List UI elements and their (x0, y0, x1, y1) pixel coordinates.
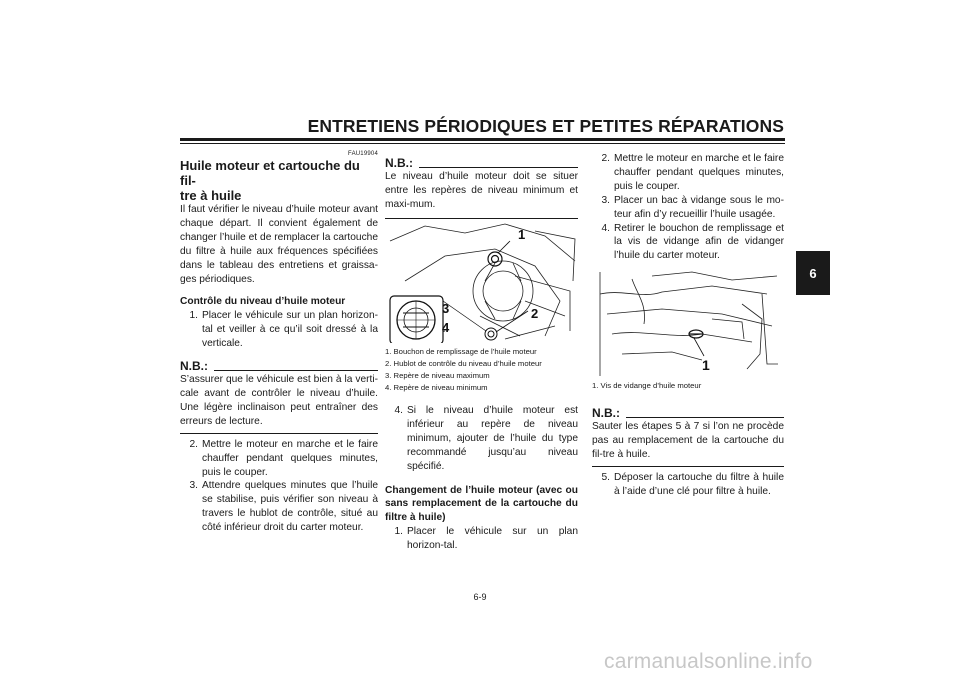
inset-sight-glass (390, 296, 486, 343)
chapter-tab[interactable]: 6 (796, 251, 830, 295)
note-text: S’assurer que le véhicule est bien à la verti-cale avant de contrôler le niveau d’huile. Une légère inclinaison peut entraîner des erreurs de lecture. (180, 374, 378, 427)
note-text: Sauter les étapes 5 à 7 si l’on ne procède pas au remplacement de la cartouche du fil-tre à huile. (592, 421, 784, 460)
note-header (180, 359, 378, 373)
callout-2: 2 (531, 306, 539, 321)
step-text: Placer le véhicule sur un plan horizon-tal. (407, 526, 578, 552)
callout-3: 3 (442, 301, 450, 316)
caption-item: 4. Repère de niveau minimum (385, 383, 488, 392)
intro-paragraph: Il faut vérifier le niveau d’huile moteur avant chaque départ. Il convient également de changer l’huile et de remplacer la cartouche du filtre à huile aux fréquences spécifiées dans le tableau des entretiens et graissa-ges périodiques. (180, 204, 378, 285)
step-item (592, 152, 784, 194)
page-number: 6-9 (473, 592, 487, 602)
section-title-line2: tre à huile (180, 188, 242, 203)
step-number: 2. (601, 153, 610, 164)
note-label: N.B.: (385, 156, 413, 170)
step-text: Si le niveau d’huile moteur est inférieur au repère de niveau minimum, ajouter de l’huile du type recommandé jusqu’au niveau spécifié. (407, 405, 578, 472)
callout-4: 4 (442, 320, 450, 335)
step-number: 5. (601, 471, 610, 483)
step-text: Placer le véhicule sur un plan horizon-tal et veiller à ce qu’il soit dressé à la verticale. (202, 310, 378, 350)
engine-oil-level-figure (385, 221, 578, 343)
caption-item: 1. Vis de vidange d’huile moteur (592, 381, 702, 390)
middle-column-lower (385, 346, 578, 553)
step-number: 1. (394, 526, 403, 538)
drain-illustration (592, 264, 784, 378)
caption-item: 3. Repère de niveau maximum (385, 371, 490, 380)
step-text: Placer un bac à vidange sous le mo-teur afin d’y recueillir l’huile usagée. (614, 194, 784, 220)
step-text: Déposer la cartouche du filtre à huile à l’aide d’une clé pour filtre à huile. (614, 471, 784, 497)
note-text: Le niveau d’huile moteur doit se situer entre les repères de niveau minimum et maxi-mum. (385, 171, 578, 210)
drain-bolt-figure (592, 264, 784, 378)
note-rule (626, 417, 784, 418)
section-code: FAU19904 (348, 151, 378, 157)
header-rule (180, 138, 785, 141)
note-header (385, 156, 578, 170)
step-item (180, 438, 378, 480)
note-end-rule (592, 466, 784, 467)
step-number: 3. (601, 194, 610, 206)
caption-item: 1. Bouchon de remplissage de l’huile moteur (385, 347, 537, 356)
step-item (592, 471, 784, 499)
watermark: carmanualsonline.info (604, 650, 813, 673)
header-rule-thin (180, 143, 785, 144)
note-header (592, 406, 784, 420)
note-end-rule (385, 218, 578, 219)
step-item (385, 404, 578, 474)
step-item (180, 479, 378, 535)
step-number: 4. (601, 222, 610, 234)
step-item (385, 525, 578, 553)
step-text: Attendre quelques minutes que l’huile se stabilise, puis vérifier son niveau à travers le hublot de contrôle, situé au côté inférieur droit du carter moteur. (202, 480, 378, 534)
caption-item: 2. Hublot de contrôle du niveau d’huile moteur (385, 359, 542, 368)
middle-column (385, 156, 578, 219)
step-text: Mettre le moteur en marche et le faire chauffer pendant quelques minutes, puis le couper. (614, 153, 784, 192)
page-header-title: ENTRETIENS PÉRIODIQUES ET PETITES RÉPARATIONS (307, 116, 784, 136)
step-item (180, 309, 378, 351)
right-column (592, 152, 784, 263)
subheading-oil-check: Contrôle du niveau d’huile moteur (180, 296, 346, 308)
left-column (180, 158, 378, 535)
note-rule (419, 167, 578, 168)
engine-illustration (385, 221, 578, 343)
step-text: Retirer le bouchon de remplissage et la vis de vidange afin de vidanger l’huile du carter moteur. (614, 222, 784, 262)
note-rule (214, 370, 378, 371)
step-number: 3. (189, 480, 198, 492)
step-number: 1. (189, 310, 198, 322)
note-end-rule (180, 433, 378, 434)
right-column-lower (592, 380, 784, 499)
subheading-oil-change: Changement de l’huile moteur (avec ou sans remplacement de la cartouche du filtre à huile) (385, 484, 578, 524)
callout-1: 1 (518, 227, 526, 242)
note-label: N.B.: (180, 359, 208, 374)
step-number: 4. (394, 405, 403, 416)
note-label: N.B.: (592, 406, 620, 420)
step-item (592, 222, 784, 264)
section-title-line1: Huile moteur et cartouche du fil- (180, 158, 360, 188)
callout-1: 1 (702, 357, 710, 373)
step-item (592, 194, 784, 222)
step-number: 2. (189, 438, 198, 450)
step-text: Mettre le moteur en marche et le faire chauffer pendant quelques minutes, puis le couper. (202, 438, 378, 478)
